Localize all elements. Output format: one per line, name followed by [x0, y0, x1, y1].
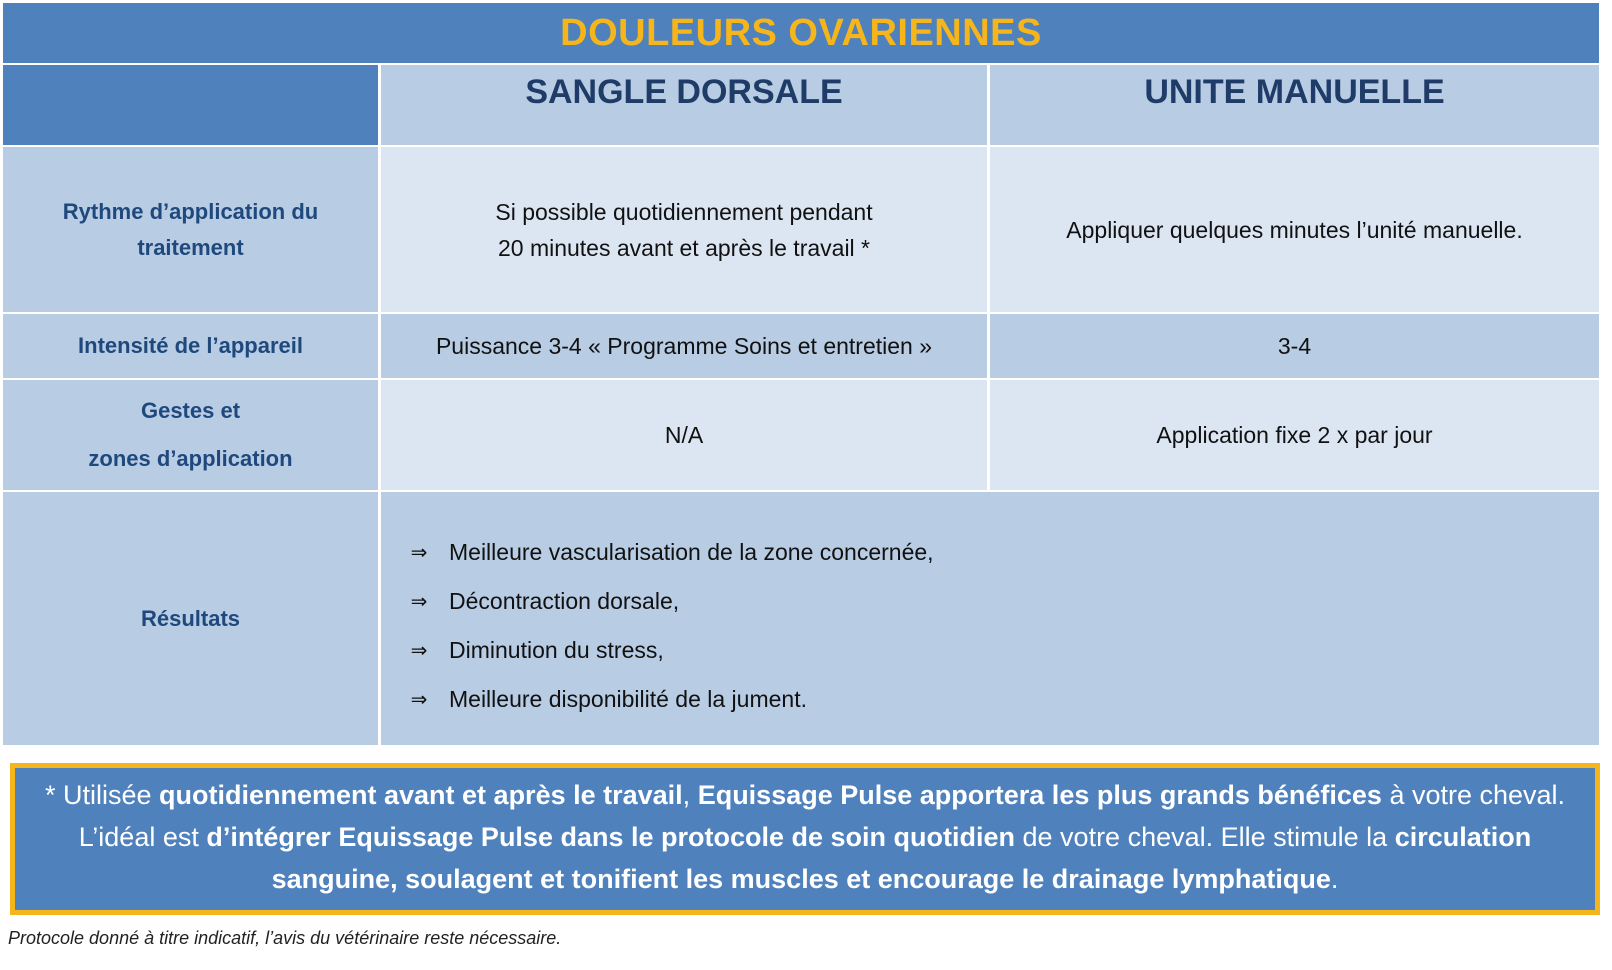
arrow-icon: ⇒ [410, 591, 428, 613]
page-title: DOULEURS OVARIENNES [3, 3, 1599, 63]
result-text: Diminution du stress, [449, 637, 664, 663]
header-blank-cell [3, 65, 378, 145]
protocol-table [3, 65, 1599, 745]
note-bold-1: quotidiennement avant et après le travail [159, 780, 683, 810]
cell-gestes-sangle: N/A [381, 380, 987, 490]
arrow-icon: ⇒ [410, 689, 428, 711]
cell-resultats [381, 492, 1599, 745]
info-note-box [10, 763, 1600, 915]
column-header-sangle-dorsale: SANGLE DORSALE [381, 65, 987, 145]
note-bold-4: circulation sanguine, soulagent et tonifient les muscles et encourage le drainage lymphatique [271, 822, 1532, 894]
results-list [389, 528, 934, 724]
column-header-unite-manuelle: UNITE MANUELLE [990, 65, 1599, 145]
disclaimer-footnote: Protocole donné à titre indicatif, l’avis du vétérinaire reste nécessaire. [8, 928, 562, 948]
result-text: Meilleure disponibilité de la jument. [449, 686, 807, 712]
row-label-gestes-line1: Gestes et [140, 398, 241, 423]
list-item [389, 528, 934, 577]
list-item [389, 577, 934, 626]
note-text-2: , [682, 780, 698, 810]
cell-rythme-sangle-line2: 20 minutes avant et après le travail * [497, 234, 871, 261]
cell-gestes-unite: Application fixe 2 x par jour [990, 380, 1599, 490]
cell-rythme-unite: Appliquer quelques minutes l’unité manuelle. [990, 147, 1599, 312]
row-label-rythme [3, 147, 378, 312]
list-item [389, 626, 934, 675]
row-label-rythme-line2: traitement [137, 234, 244, 260]
note-text-4: de votre cheval. Elle stimule la [1015, 822, 1395, 852]
note-bold-2: Equissage Pulse apportera les plus grands bénéfices [697, 780, 1382, 810]
cell-rythme-sangle [381, 147, 987, 312]
result-text: Meilleure vascularisation de la zone concernée, [449, 539, 934, 565]
note-text-1: * Utilisée [44, 780, 160, 810]
cell-intensite-unite: 3-4 [990, 314, 1599, 378]
result-text: Décontraction dorsale, [449, 588, 680, 614]
arrow-icon: ⇒ [410, 542, 428, 564]
cell-intensite-sangle: Puissance 3-4 « Programme Soins et entretien » [381, 314, 987, 378]
row-label-gestes-line2: zones d’application [88, 446, 293, 471]
note-bold-3: d’intégrer Equissage Pulse dans le protocole de soin quotidien [206, 822, 1016, 852]
list-item [389, 675, 934, 724]
row-label-rythme-line1: Rythme d’application du [62, 198, 319, 224]
row-label-intensite: Intensité de l’appareil [3, 314, 378, 378]
cell-rythme-sangle-line1: Si possible quotidiennement pendant [495, 198, 873, 225]
note-text-5: . [1330, 864, 1339, 894]
note-text-3: à votre cheval. L’idéal est [78, 780, 1566, 852]
row-label-gestes [3, 380, 378, 490]
arrow-icon: ⇒ [410, 640, 428, 662]
row-label-resultats: Résultats [3, 492, 378, 745]
